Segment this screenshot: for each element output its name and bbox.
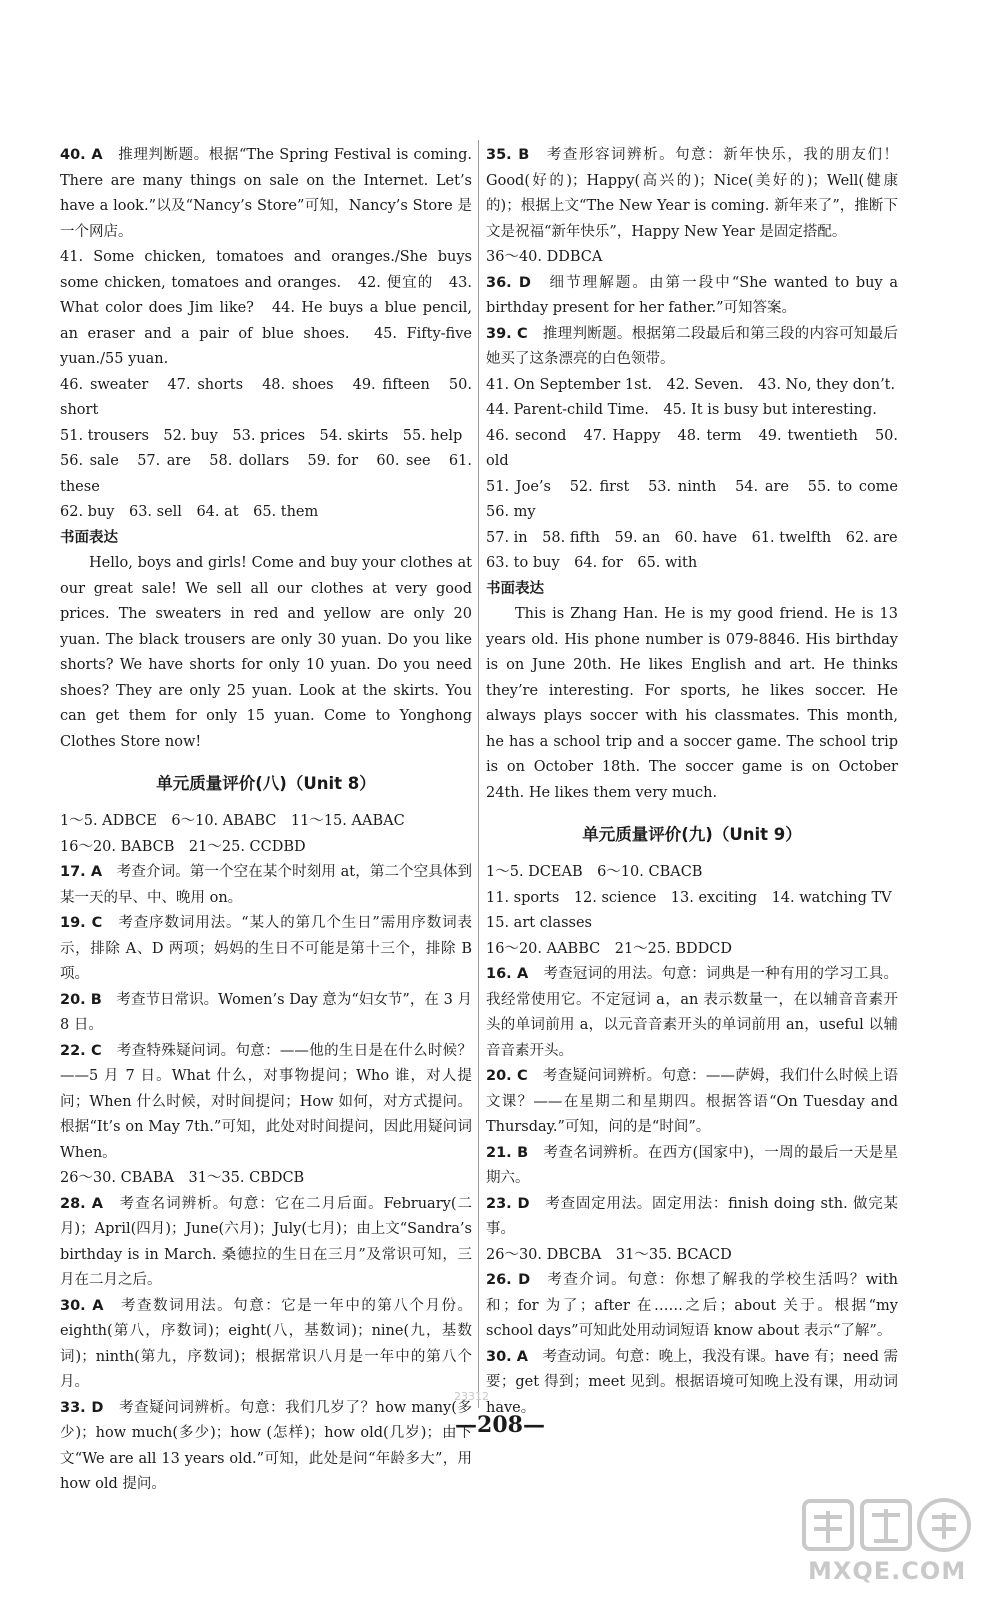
answer-number: 22. C xyxy=(60,1042,102,1059)
writing-essay: Hello, boys and girls! Come and buy your clothes at our great sale! We sell all our clothes at very good prices. The sweaters in red and yellow are only 20 yuan. The black trousers are only 30 yuan. Do you like shorts? We have shorts for only 10 yuan. Do you need shoes? They are only 25 yuan. Look at the skirts. You can get them for only 15 yuan. Come to Yonghong Clothes Store now! xyxy=(60,555,472,750)
left-column xyxy=(60,143,472,1498)
unit8-title: 单元质量评价(八)（Unit 8） xyxy=(156,774,376,793)
answer-number: 30. A xyxy=(60,1297,104,1314)
answer-28 xyxy=(60,1192,472,1294)
unit8-answers-3: 26～30. CBABA 31～35. CBDCB xyxy=(60,1170,305,1186)
answer-text: 考查名词辨析。在西方(国家中)，一周的最后一天是星期六。 xyxy=(486,1144,899,1186)
answer-16 xyxy=(486,962,898,1064)
answer-35 xyxy=(486,143,898,245)
answer-23 xyxy=(486,1192,898,1243)
fill-answers-1: 41. Some chicken, tomatoes and oranges./She buys some chicken, tomatoes and oranges. 42. 便宜的 43. What color does Jim like? 44. He buys a blue pencil, an eraser and a pair of blue shoes. 45. Fifty-five yuan./55 yuan. xyxy=(60,249,472,367)
answer-17 xyxy=(60,860,472,911)
answer-39 xyxy=(486,322,898,373)
answer-text: 考查介词。第一个空在某个时刻用 at，第二个空具体到某一天的早、中、晚用 on。 xyxy=(60,864,472,906)
scan-mark: 23312 xyxy=(454,1390,489,1403)
answer-text: 细节理解题。由第一段中“She wanted to buy a birthday present for her father.”可知答案。 xyxy=(486,274,898,316)
unit9-answers-3: 15. art classes xyxy=(486,915,592,931)
answer-30 xyxy=(486,1345,898,1422)
answer-text: 考查冠词的用法。句意：词典是一种有用的学习工具。我经常使用它。不定冠词 a，an 表示数量一，在以辅音音素开头的单词前用 a，以元音音素开头的单词前用 an，useful 以辅音音素开头。 xyxy=(486,966,899,1059)
fill-answers-6: 63. to buy 64. for 65. with xyxy=(486,555,698,571)
fill-answers-3: 51. trousers 52. buy 53. prices 54. skirts 55. help xyxy=(60,427,463,444)
answer-number: 26. D xyxy=(486,1272,531,1288)
answer-21 xyxy=(486,1141,898,1192)
answer-40 xyxy=(60,143,472,245)
answer-36 xyxy=(486,271,898,322)
answer-30 xyxy=(60,1294,472,1396)
answer-number: 17. A xyxy=(60,864,103,880)
answer-number: 30. A xyxy=(486,1348,528,1365)
answer-26 xyxy=(486,1268,898,1345)
answer-number: 21. B xyxy=(486,1144,529,1161)
fill-answers-5: 57. in 58. fifth 59. an 60. have 61. twelfth 62. are xyxy=(486,529,898,546)
fill-answers-2: 44. Parent-child Time. 45. It is busy but interesting. xyxy=(486,402,877,418)
answer-number: 16. A xyxy=(486,966,529,982)
answer-text: 考查数词用法。句意：它是一年中的第八个月份。eighth(第八，序数词)；eight(八，基数词)；nine(九，基数词)；ninth(第九，序数词)；根据常识八月是一年中的第八个月。 xyxy=(60,1297,472,1390)
answer-text: 考查序数词用法。“某人的第几个生日”需用序数词表示，排除 A、D 两项；妈妈的生日不可能是第十三个，排除 B 项。 xyxy=(60,915,472,982)
answer-text: 考查固定用法。固定用法：finish doing sth. 做完某事。 xyxy=(486,1195,898,1237)
answer-text: 考查特殊疑问词。句意：——他的生日是在什么时候？——5 月 7 日。What 什么，对事物提问；Who 谁，对人提问；When 什么时候，对时间提问；How 如何，对方式提问。根据“It’s on May 7th.”可知，此处对时间提问，因此用疑问词 When。 xyxy=(60,1042,472,1161)
fill-answers-5: 62. buy 63. sell 64. at 65. them xyxy=(60,504,319,520)
watermark-logo-icon xyxy=(800,1495,980,1559)
answer-number: 40. A xyxy=(60,147,103,163)
fill-answers-3: 46. second 47. Happy 48. term 49. twentieth 50. old xyxy=(486,427,898,469)
answer-text: 考查疑问词辨析。句意：我们几岁了？how many(多少)；how much(多少)；how (怎样)；how old(几岁)；由下文“We are all 13 years old.”可知，此处是问“年龄多大”，用 how old 提问。 xyxy=(60,1399,472,1492)
column-divider xyxy=(478,140,479,1408)
answer-number: 35. B xyxy=(486,147,530,163)
answer-text: 考查形容词辨析。句意：新年快乐，我的朋友们！Good(好的)；Happy(高兴的)；Nice(美好的)；Well(健康的)；根据上文“The New Year is coming. 新年来了”，推断下文是祝福“新年快乐”，Happy New Year 是固定搭配。 xyxy=(486,147,899,240)
right-column xyxy=(486,143,913,1421)
unit9-answers-4: 16～20. AABBC 21～25. BDDCD xyxy=(486,940,732,957)
answer-number: 20. B xyxy=(60,991,102,1008)
unit9-answers-1: 1～5. DCEAB 6～10. CBACB xyxy=(486,864,703,880)
answer-number: 33. D xyxy=(60,1399,104,1416)
answer-text: 推理判断题。根据第二段最后和第三段的内容可知最后她买了这条漂亮的白色领带。 xyxy=(486,325,898,367)
unit8-answers-1: 1～5. ADBCE 6～10. ABABC 11～15. AABAC xyxy=(60,813,405,829)
watermark-site: MXQE.COM xyxy=(808,1557,967,1585)
writing-essay: This is Zhang Han. He is my good friend. He is 13 years old. His phone number is 079-8846. His birthday is on June 20th. He likes English and art. He thinks they’re interesting. For sports, he likes soccer. He always plays soccer with his classmates. This month, he has a school trip and a soccer game. The school trip is on October 18th. The soccer game is on October 24th. He likes them very much. xyxy=(486,606,898,801)
unit9-title: 单元质量评价(九)（Unit 9） xyxy=(582,825,802,844)
answer-number: 28. A xyxy=(60,1195,103,1212)
answer-text: 考查节日常识。Women’s Day 意为“妇女节”，在 3 月 8 日。 xyxy=(60,991,472,1033)
answer-19 xyxy=(60,911,472,988)
answer-number: 39. C xyxy=(486,325,528,342)
page-number: —208— xyxy=(455,1412,545,1438)
unit8-answers-2: 16～20. BABCB 21～25. CCDBD xyxy=(60,838,306,855)
answer-number: 36. D xyxy=(486,274,531,291)
answer-number: 23. D xyxy=(486,1195,530,1212)
answer-text: 考查名词辨析。句意：它在二月后面。February(二月)；April(四月)；June(六月)；July(七月)；由上文“Sandra’s birthday is in March. 桑德拉的生日在三月”及常识可知，三月在二月之后。 xyxy=(60,1195,473,1288)
unit9-answers-5: 26～30. DBCBA 31～35. BCACD xyxy=(486,1246,732,1263)
answer-text: 考查疑问词辨析。句意：——萨姆，我们什么时候上语文课？——在星期二和星期四。根据答语“On Tuesday and Thursday.”可知，问的是“时间”。 xyxy=(486,1068,898,1135)
fill-answers-1: 41. On September 1st. 42. Seven. 43. No, they don’t. xyxy=(486,376,896,393)
writing-label: 书面表达 xyxy=(486,580,544,597)
answer-number: 20. C xyxy=(486,1068,528,1084)
answer-text: 考查介词。句意：你想了解我的学校生活吗？with 和；for 为了；after 在……之后；about 关于。根据“my school days”可知此处用动词短语 know about 表示“了解”。 xyxy=(486,1272,898,1339)
fill-answers-4: 56. sale 57. are 58. dollars 59. for 60. see 61. these xyxy=(60,453,472,495)
fill-answers-4: 51. Joe’s 52. first 53. ninth 54. are 55. to come 56. my xyxy=(486,478,913,520)
fill-answers-2: 46. sweater 47. shorts 48. shoes 49. fifteen 50. short xyxy=(60,376,472,418)
unit9-answers-2: 11. sports 12. science 13. exciting 14. watching TV xyxy=(486,889,892,906)
answer-33 xyxy=(60,1396,472,1498)
answer-20 xyxy=(486,1064,898,1141)
writing-label: 书面表达 xyxy=(60,529,118,546)
answers-36-40: 36～40. DDBCA xyxy=(486,249,603,265)
answer-22 xyxy=(60,1039,472,1167)
answer-number: 19. C xyxy=(60,915,103,931)
answer-20 xyxy=(60,988,472,1039)
answer-text: 考查动词。句意：晚上，我没有课。have 有；need 需要；get 得到；meet 见到。根据语境可知晚上没有课，用动词 have。 xyxy=(486,1348,898,1416)
answer-text: 推理判断题。根据“The Spring Festival is coming. There are many things on sale on the Internet. Let’s have a look.”以及“Nancy’s Store”可知，Nancy’s Store 是一个网店。 xyxy=(60,147,472,240)
watermark-logo xyxy=(800,1495,980,1595)
